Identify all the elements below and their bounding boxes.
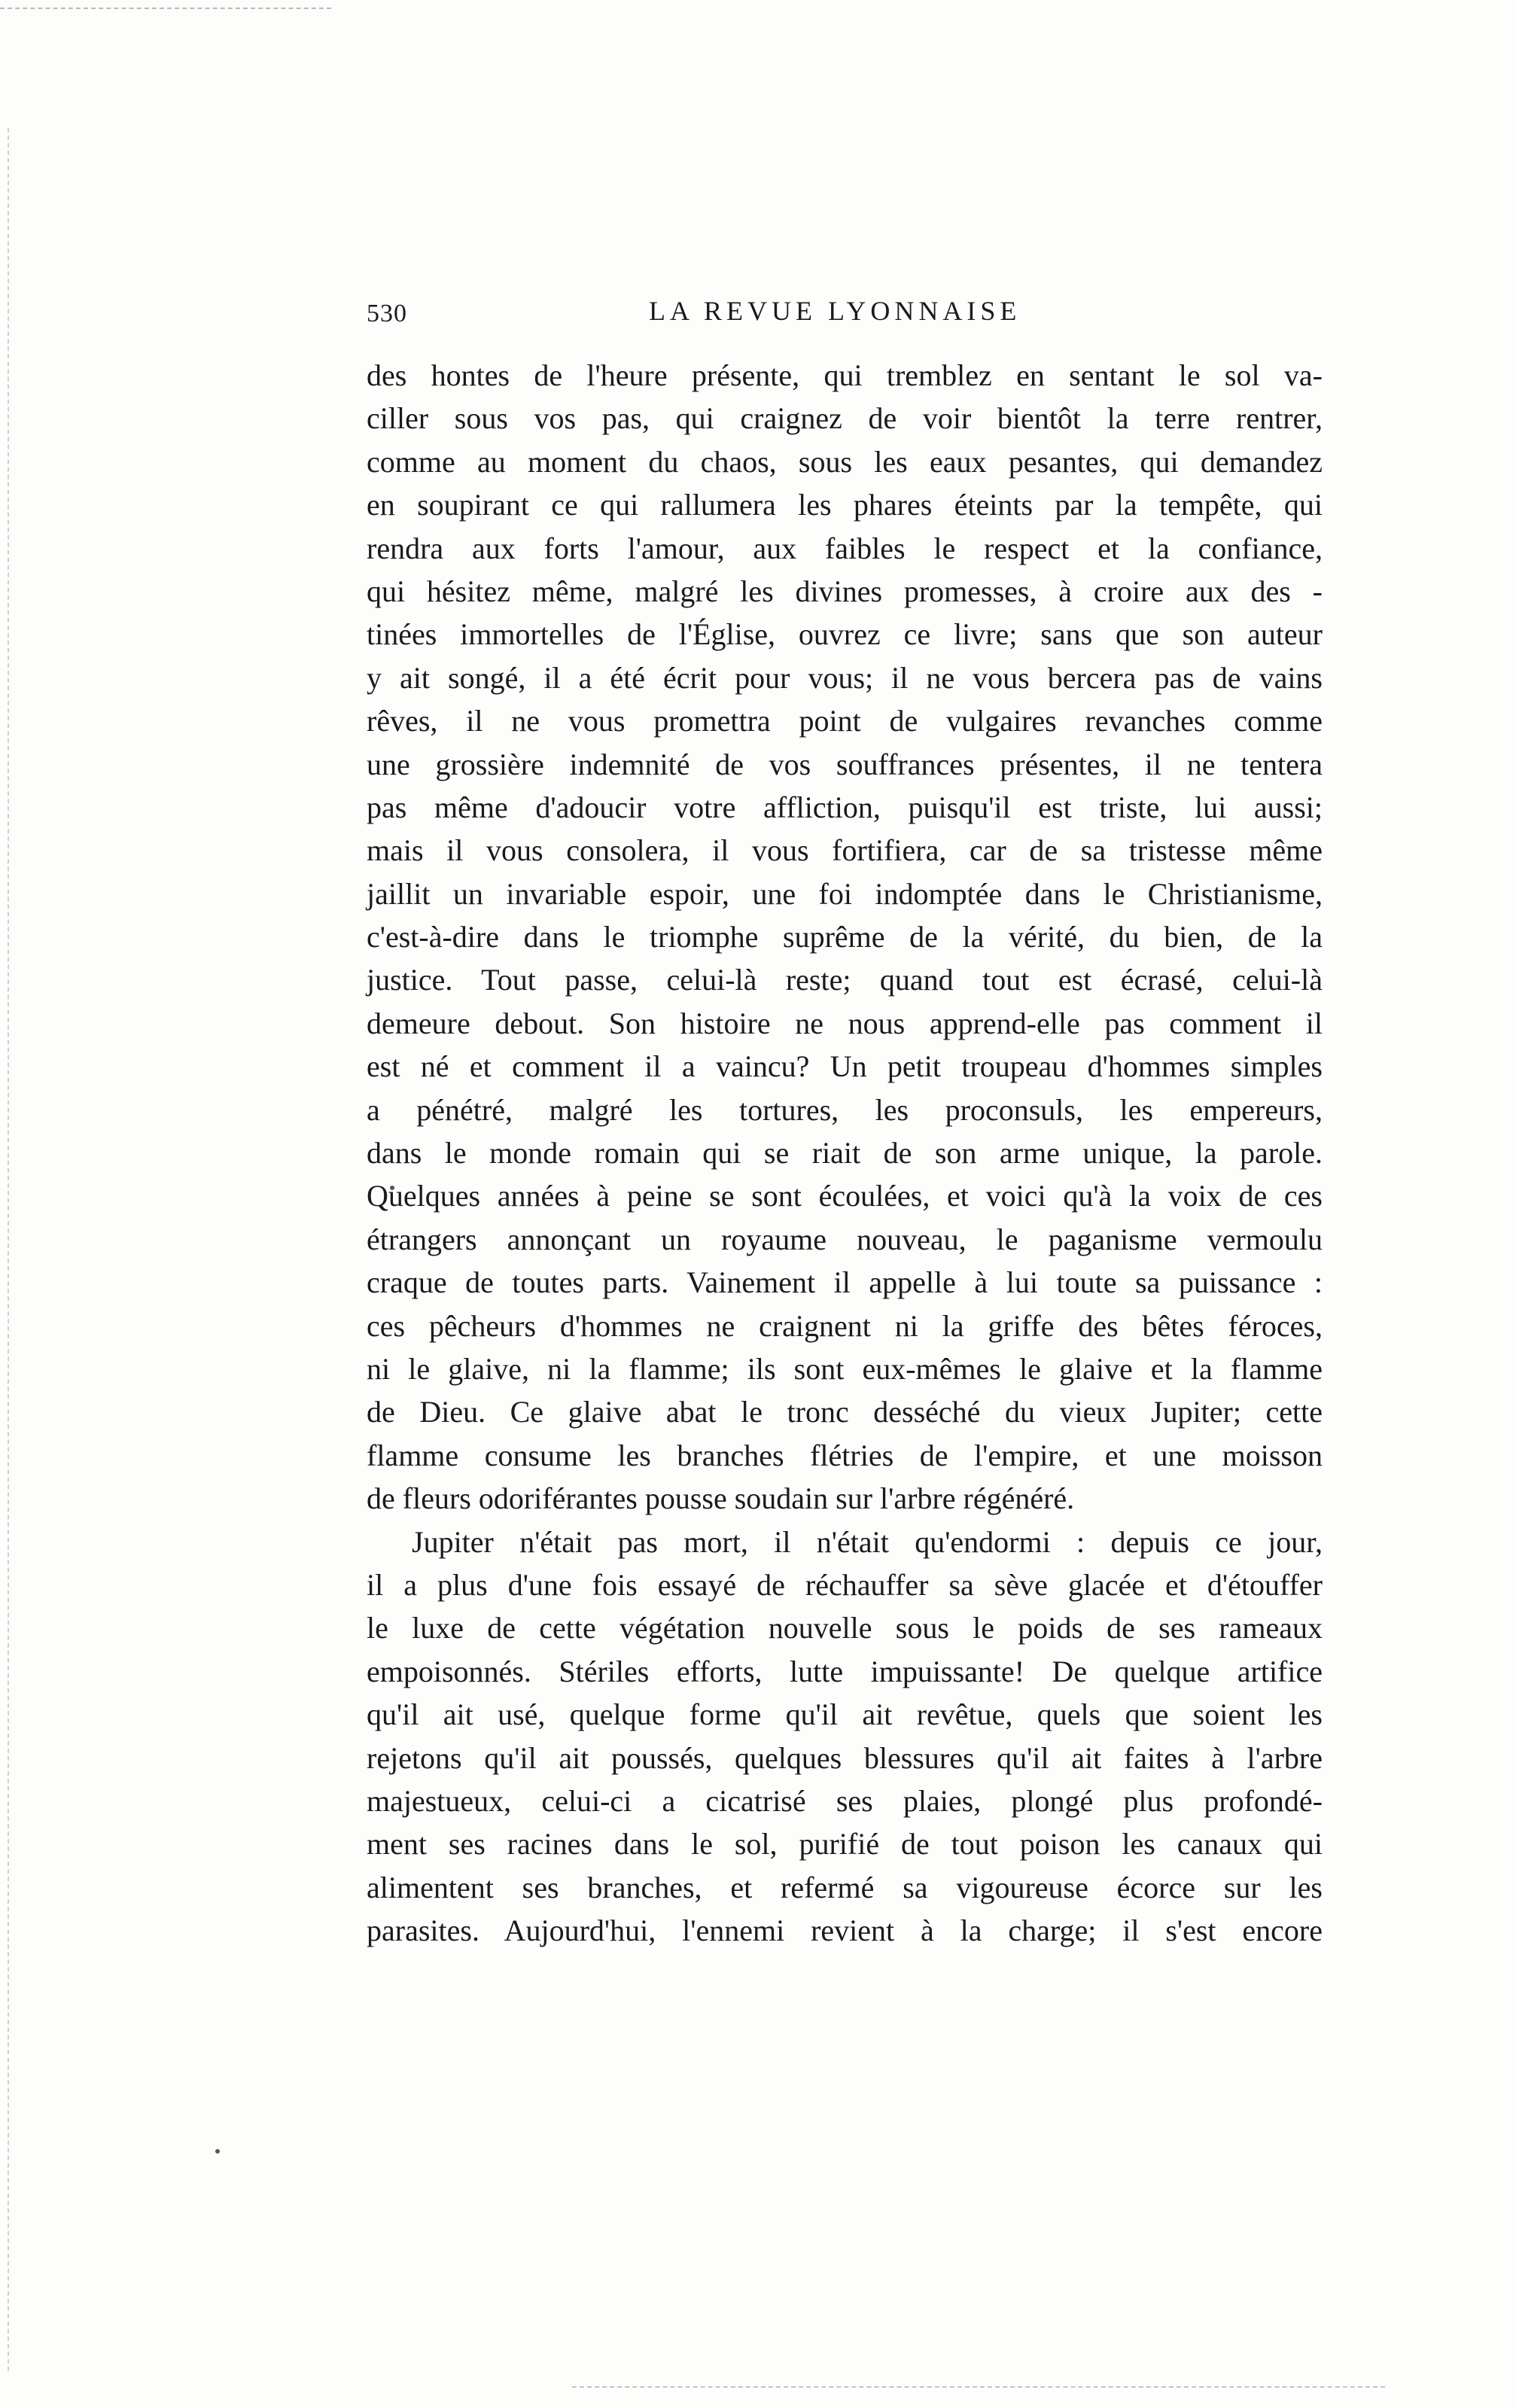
paragraph-1 <box>367 354 1323 1521</box>
scan-edge-mark-top <box>0 8 331 9</box>
text-line: est né et comment il a vaincu? Un petit troupeau d'hommes simples <box>367 1049 1323 1084</box>
text-line: étrangers annonçant un royaume nouveau, le paganisme vermoulu <box>367 1222 1323 1256</box>
text-line: a pénétré, malgré les tortures, les proconsuls, les empereurs, <box>367 1092 1323 1127</box>
text-line: une grossière indemnité de vos souffrances présentes, il ne tentera <box>367 747 1323 781</box>
text-line: qui hésitez même, malgré les divines promesses, à croire aux des - <box>367 574 1323 608</box>
page-number: 530 <box>367 300 407 327</box>
text-line: ment ses racines dans le sol, purifié de tout poison les canaux qui <box>367 1827 1323 1862</box>
text-line: justice. Tout passe, celui-là reste; quand tout est écrasé, celui-là <box>367 963 1323 997</box>
text-line: ces pêcheurs d'hommes ne craignent ni la griffe des bêtes féroces, <box>367 1308 1323 1343</box>
scan-edge-mark-left <box>8 128 9 2371</box>
text-line: qu'il ait usé, quelque forme qu'il ait revêtue, quels que soient les <box>367 1697 1323 1732</box>
text-line: parasites. Aujourd'hui, l'ennemi revient à la charge; il s'est encore <box>367 1913 1323 1948</box>
text-line: craque de toutes parts. Vainement il appelle à lui toute sa puissance : <box>367 1265 1323 1300</box>
text-line: tinées immortelles de l'Église, ouvrez ce livre; sans que son auteur <box>367 617 1323 652</box>
text-line: ni le glaive, ni la flamme; ils sont eux-mêmes le glaive et la flamme <box>367 1351 1323 1386</box>
text-line: rêves, il ne vous promettra point de vulgaires revanches comme <box>367 704 1323 738</box>
body-text <box>367 354 1323 1952</box>
text-line: en soupirant ce qui rallumera les phares éteints par la tempête, qui <box>367 488 1323 522</box>
text-line: comme au moment du chaos, sous les eaux pesantes, qui demandez <box>367 444 1323 479</box>
text-line: des hontes de l'heure présente, qui tremblez en sentant le sol va- <box>367 358 1323 392</box>
text-line: majestueux, celui-ci a cicatrisé ses plaies, plongé plus profondé- <box>367 1783 1323 1818</box>
text-line: y ait songé, il a été écrit pour vous; il ne vous bercera pas de vains <box>367 660 1323 695</box>
text-line: pas même d'adoucir votre affliction, puisqu'il est triste, lui aussi; <box>367 790 1323 824</box>
scan-edge-mark-bottom <box>572 2386 1385 2388</box>
text-line: rejetons qu'il ait poussés, quelques blessures qu'il ait faites à l'arbre <box>367 1740 1323 1775</box>
text-line: demeure debout. Son histoire ne nous apprend-elle pas comment il <box>367 1006 1323 1040</box>
text-line: le luxe de cette végétation nouvelle sous le poids de ses rameaux <box>367 1611 1323 1645</box>
text-line: Jupiter n'était pas mort, il n'était qu'endormi : depuis ce jour, <box>412 1524 1323 1559</box>
running-title: LA REVUE LYONNAISE <box>649 296 1021 326</box>
text-line: alimentent ses branches, et refermé sa vigoureuse écorce sur les <box>367 1870 1323 1904</box>
text-line: dans le monde romain qui se riait de son arme unique, la parole. <box>367 1136 1323 1171</box>
text-line: ciller sous vos pas, qui craignez de voir bientôt la terre rentrer, <box>367 401 1323 436</box>
text-line: c'est-à-dire dans le triomphe suprême de la vérité, du bien, de la <box>367 920 1323 954</box>
text-line: de fleurs odoriférantes pousse soudain sur l'arbre régénéré. <box>367 1481 1075 1516</box>
text-line: rendra aux forts l'amour, aux faibles le respect et la confiance, <box>367 531 1323 565</box>
text-line: mais il vous consolera, il vous fortifiera, car de sa tristesse même <box>367 833 1323 868</box>
text-line: empoisonnés. Stériles efforts, lutte impuissante! De quelque artifice <box>367 1654 1323 1688</box>
text-line: il a plus d'une fois essayé de réchauffer sa sève glacée et d'étouffer <box>367 1567 1323 1602</box>
text-line: de Dieu. Ce glaive abat le tronc desséché du vieux Jupiter; cette <box>367 1395 1323 1429</box>
paragraph-2 <box>367 1521 1323 1953</box>
running-header <box>367 296 1345 345</box>
text-line: jaillit un invariable espoir, une foi indomptée dans le Christianisme, <box>367 876 1323 911</box>
scan-speck <box>215 2149 220 2154</box>
text-line: flamme consume les branches flétries de l'empire, et une moisson <box>367 1438 1323 1472</box>
text-line: Quelques années à peine se sont écoulées, et voici qu'à la voix de ces <box>367 1179 1323 1213</box>
